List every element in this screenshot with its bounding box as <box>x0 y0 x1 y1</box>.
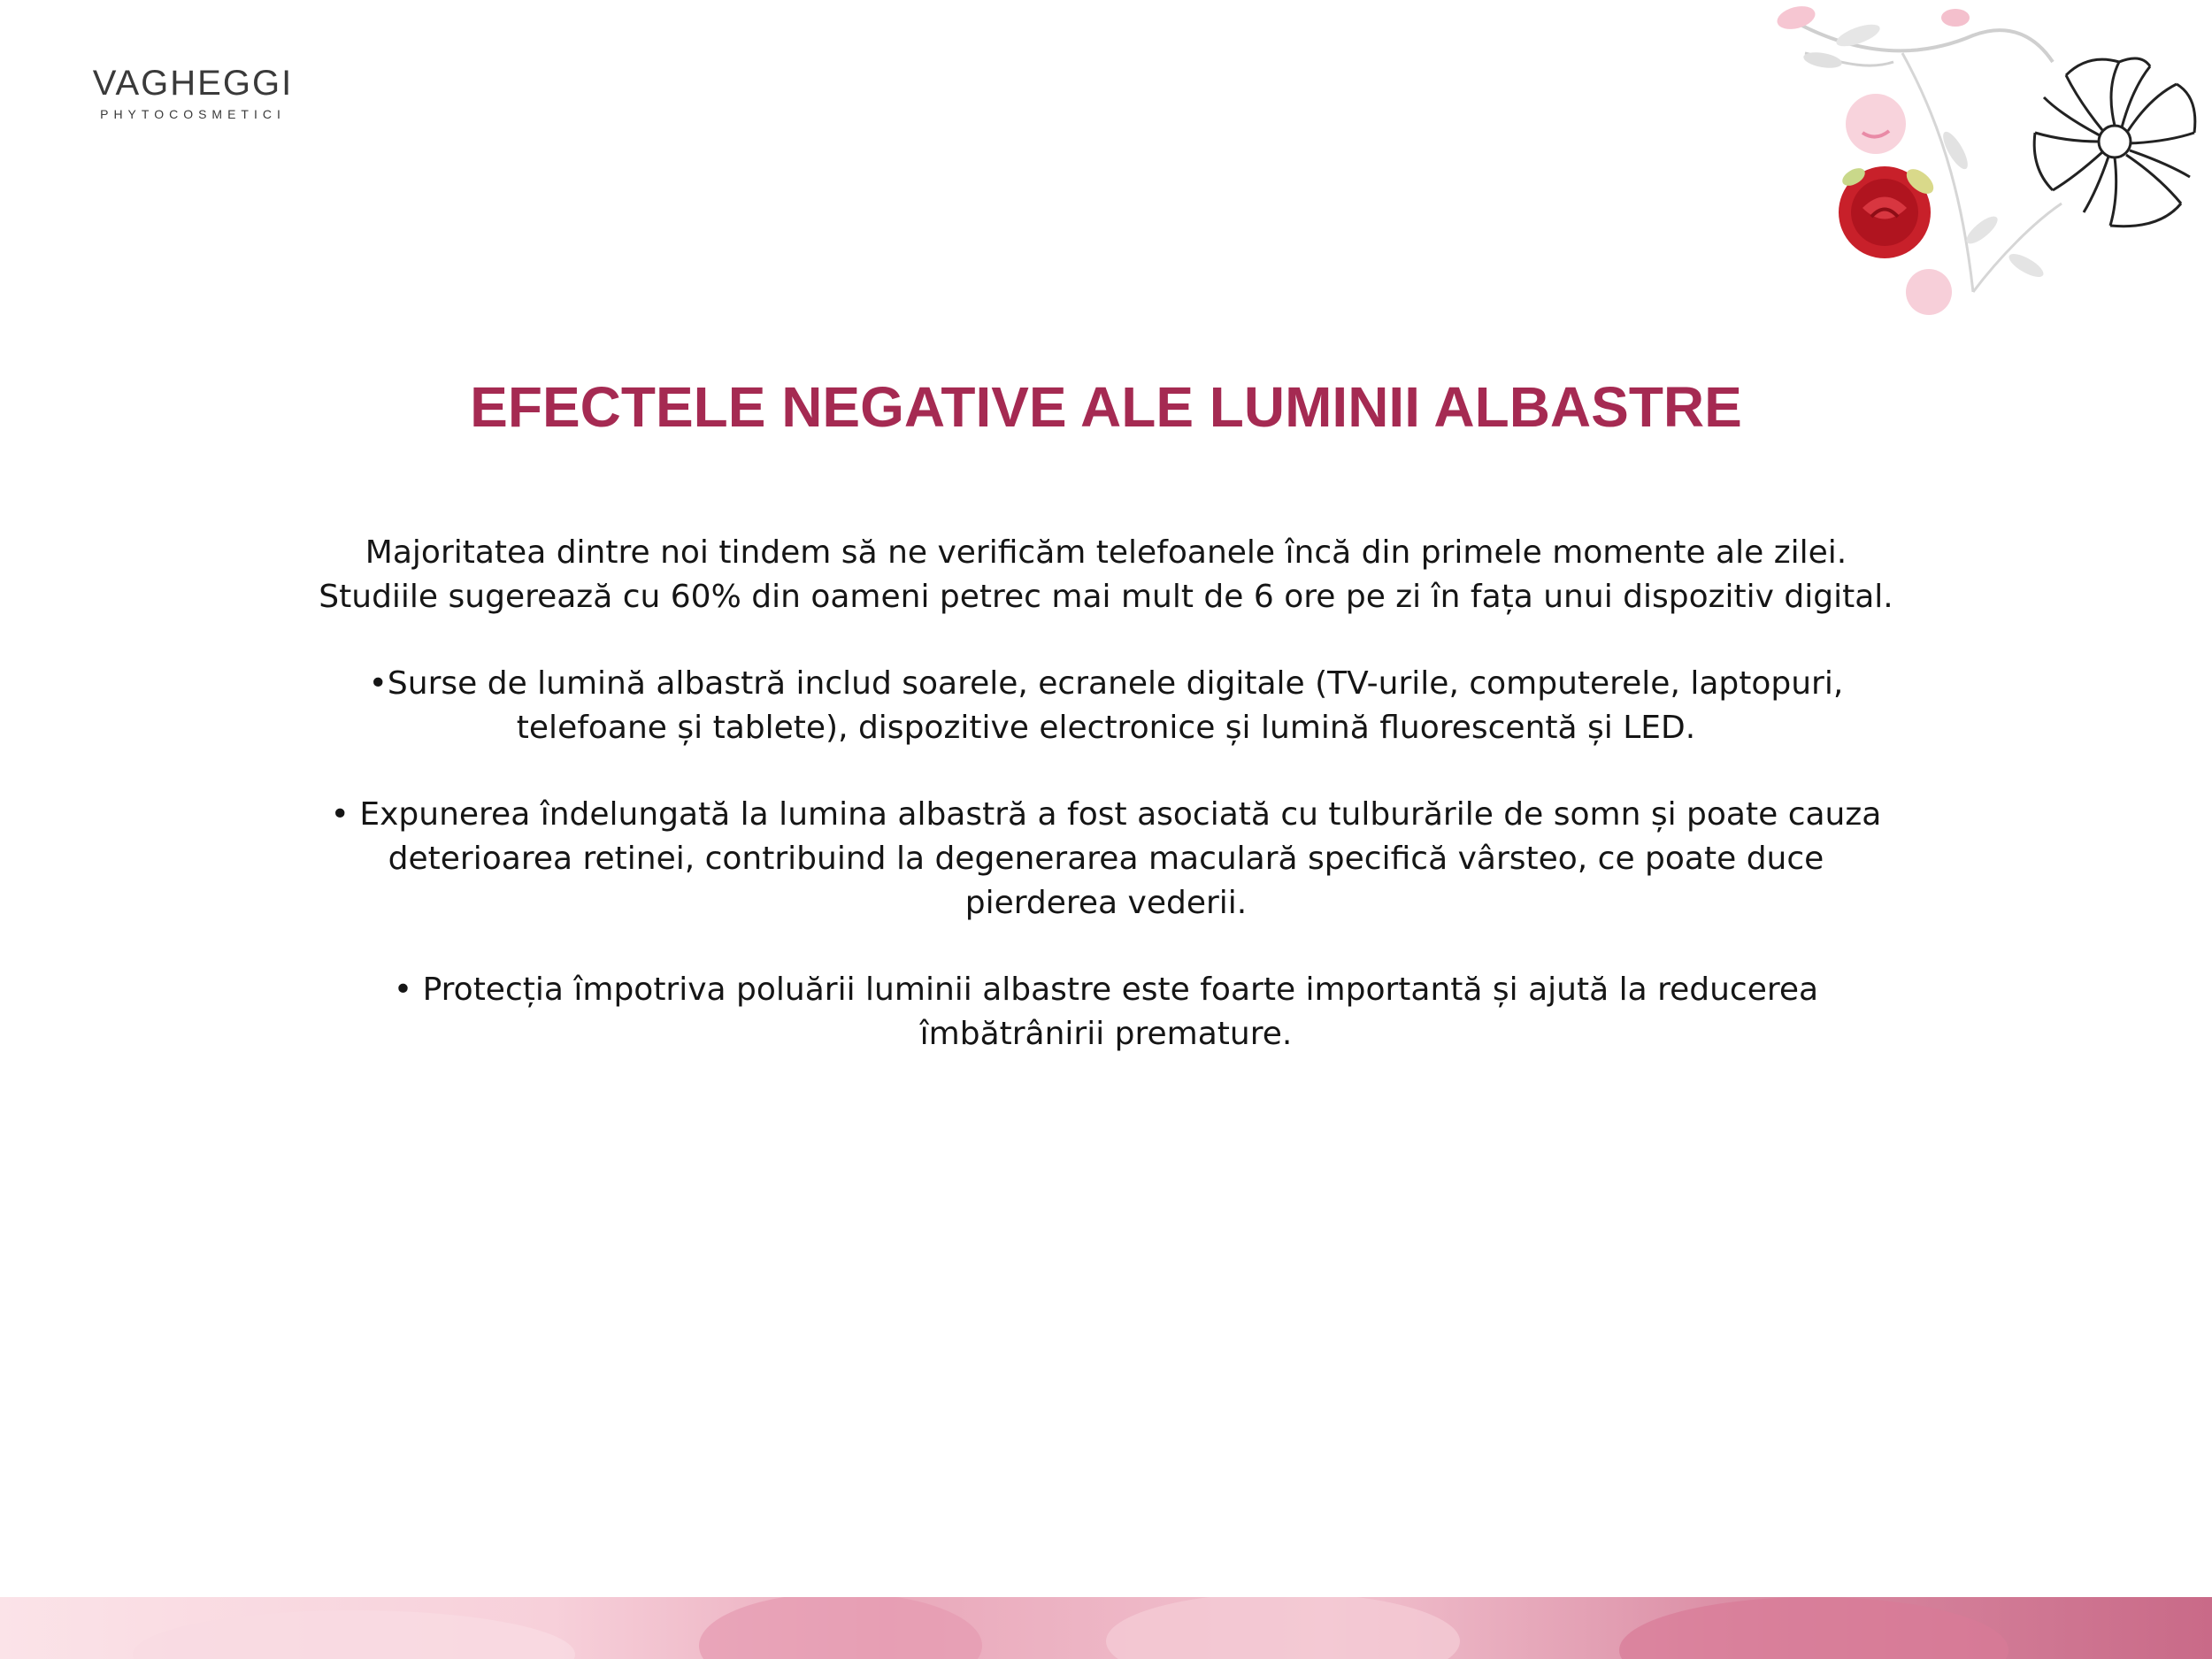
brand-tagline: PHYTOCOSMETICI <box>100 107 286 121</box>
intro-paragraph <box>177 531 2035 619</box>
paragraph-line: •Surse de lumină albastră includ soarele, ecranele digitale (TV-urile, computerele, laptopuri, <box>368 665 1844 702</box>
paragraph-line: telefoane și tablete), dispozitive electronice și lumină fluorescentă și LED. <box>516 710 1696 746</box>
bullet-prolonged-exposure <box>177 793 2035 926</box>
bullet-blue-light-sources <box>177 662 2035 750</box>
paragraph-line: îmbătrânirii premature. <box>919 1016 1293 1052</box>
paragraph-line: • Expunerea îndelungată la lumina albastră a fost asociată cu tulburările de somn și poate cauza <box>330 796 1882 833</box>
paragraph-line: deterioarea retinei, contribuind la degenerarea maculară specifică vârsteo, ce poate duce <box>388 841 1824 877</box>
pink-petals-band <box>0 1597 2212 1659</box>
floral-branch-illustration <box>1770 0 2212 345</box>
paragraph-line: pierderea vederii. <box>964 885 1248 921</box>
paragraph-line: • Protecția împotriva poluării luminii albastre este foarte importantă și ajută la reducerea <box>393 972 1819 1008</box>
brand-logo <box>87 62 299 122</box>
paragraph-line: Majoritatea dintre noi tindem să ne verificăm telefoanele încă din primele momente ale zilei. <box>365 534 1847 571</box>
page-title: EFECTELE NEGATIVE ALE LUMINII ALBASTRE <box>470 375 1742 439</box>
bullet-protection <box>177 968 2035 1056</box>
slide-body <box>177 531 2035 1099</box>
brand-name: VAGHEGGI <box>92 64 294 103</box>
paragraph-line: Studiile sugerează cu 60% din oameni petrec mai mult de 6 ore pe zi în fața unui dispozitiv digital. <box>319 579 1893 615</box>
